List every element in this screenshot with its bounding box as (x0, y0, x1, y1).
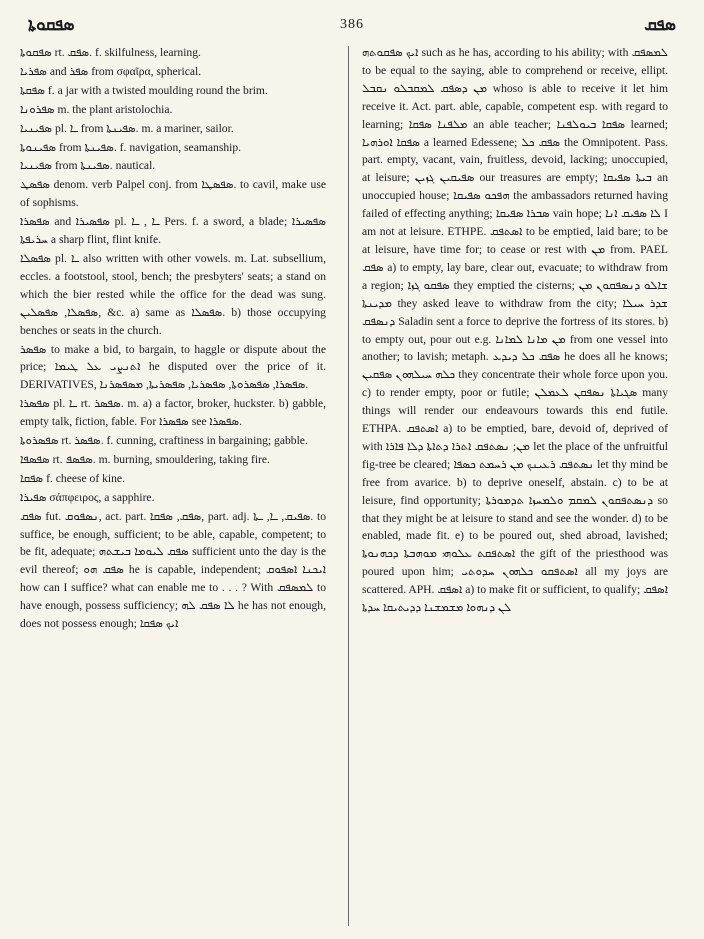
running-head-left: ܣܦܩܘܬܐ (28, 15, 75, 34)
right-column (362, 44, 668, 618)
dictionary-entry: ܣܦܝܢܝܐ from ܣܦܝܢܬܐ. nautical. (20, 159, 156, 173)
dictionary-entry: ܣܦܣܦܐ rt. ܣܦܣܦ. m. burning, smouldering, taking fire. (20, 452, 270, 466)
dictionary-entry: ܣܦܣܪܐ and ܣܦܣܝܪܐ pl. ـܐ , ـܐ Pers. f. a sword, a blade; ܣܦܣܝܪܐ ܚܪܝܦܬܐ a sharp flint, flint knife. (20, 215, 326, 247)
dictionary-entry: ܣܦܣܛ denom. verb Palpel conj. from ܣܦܣܛܐ. to cavil, make use of sophisms. (20, 178, 326, 210)
dictionary-entry: ܣܦܝܢܝܐ pl. ـܐ from ܣܦܝܢܬܐ. m. a mariner, sailor. (20, 121, 234, 135)
dictionary-entry: ܣܦܣܪ to make a bid, to bargain, to haggle or dispute about the price; ܐܬܢܨܝ ܥܠ ܛܝܡܐ he disputed over the price of it. DERIVATIVES, ܣܦܣܪܐ, ܣܦܣܪܘܬܐ, ܣܦܣܪܝܐ, ܣܦܣܪܝܬܐ, ܡܣܦܣܪܢܐ. (20, 342, 326, 392)
left-column (20, 44, 326, 634)
running-head-right: ܣܦܩ (644, 15, 676, 34)
page-number: 386 (340, 17, 364, 32)
dictionary-entry: ܣܦܪܝܐ and ܣܦܪ from σφαῖρα, spherical. (20, 64, 202, 78)
dictionary-entry: ܣܦܪܘܢܐ m. the plant aristolochia. (20, 102, 173, 116)
dictionary-entry: ܣܦܩܘܬܐ rt. ܣܦܩ. f. skilfulness, learning. (20, 46, 201, 59)
dictionary-entry: ܣܦܝܪܐ σάπφειρος, a sapphire. (20, 490, 155, 504)
dictionary-entry-continued: ܐܝܟ ܣܦܩܘܬܗ such as he has, according to his ability; with ܠܡܣܦܩ to be equal to the saying, able to comprehend or receive, ellipt. ܡܢ ܕܣܦܩ ܠܡܩܒܠܘ ܢܩܒܠ whoso is able to receive it let him receive it. Act. part. able, capable, competent esp. with regard to learning; ܡܠܦܢܐ ܣܦܩܐ an able teacher; ܣܦܩܐ ܒܝܘܠܦܢܐ learned; ܣܦܩܐ ܐܘܪܗܝܐ a learned Edessene; ܣܦܩ ܟܠ the Omnipotent. Pass. part. empty, vacant, vain, fruitless, devoid, lacking; unoccupied, at leisure; ܣܦܝܩܝܢ ܓܙܝܢ our treasures are empty; ܒܝܬܐ ܣܦܝܩܐ an unoccupied house; ܗܦܟܘ ܣܦܝܩܐ the ambassadors returned having failed of effecting anything; ܣܒܪܐ ܣܦܝܩܐ vain hope; ܠܐ ܣܦܝܩ ܐܢܐ I am not at leisure. ETHPE. ܐܣܬܦܩ to be emptied, laid bare; to be at leisure, have time for; to cease or rest with ܡܢ from. PAEL ܣܦܩ a) to empty, lay bare, clear out, evacuate; to withdraw from a region; ܣܦܩܘ ܓܙܐ they emptied the cisterns; ܫܐܠܘ ܕܢܣܦܩܘܢ ܡܢ ܡܕܝܢܬܐ they asked leave to withdraw from the city; ܫܕܪ ܚܝܠܐ ܕܢܣܦܩ Saladin sent a force to deprive the fortress of its stores. b) to empty out, pour out e.g. ܡܢ ܡܐܢܐ ܠܡܐܢܐ from one vessel into another; to lavish; metaph. ܣܦܩ ܟܠ ܕܝܕܥ he does all he knows; ܟܠܗ ܚܝܠܗܘܢ ܣܦܩܝܢ they concentrate their whole force upon you. c) to render empty, poor or futile; ܣܓܝܐܬܐ ܢܣܦܩܢ ܠܥܡܠܢ many things will render our endeavours towards this end futile. ETHPA. ܐܣܬܦܩ a) to be emptied, bare, devoid of, deprived of with ܡܢ; ܢܣܬܦܩ ܐܬܪܐ ܕܬܐܬܐ ܕܠܐ ܦܐܪܐ let the place of the unfruitful fig-tree be cleared; ܢܣܬܦܩ ܪܥܝܢܟ ܡܢ ܪܚܡܬ ܟܣܦܐ let thy mind be free from avarice. b) to deprive oneself, abstain. c) to be at leisure, find opportunity; ܕܢܣܬܦܩܘܢ ܠܡܩܡ ܘܠܡܚܙܐ ܬܕܡܘܪܬܐ so that they might be at leisure to stand and see the wonder. d) to be enabled, made fit. e) to be poured out, shed abroad, lavished; ܐܣܬܦܩܬ ܥܠܘܗܝ ܡܘܗܒܬܐ ܕܟܗܢܘܬܐ the gift of the priesthood was poured upon him; ܐܣܬܦܩܘ ܟܠܗܘܢ ܚܕܘܬܝ all my joys are scattered. APH. ܐܣܦܩ a) to make fit or sufficient, to qualify; ܐܣܦܩ ܠܢ ܕܢܗܘܐ ܡܫܡܫܢܐ ܕܕܝܬܝܩܐ ܚܕܬܐ (362, 46, 669, 615)
dictionary-entry: ܣܦܣܪܘܬܐ rt. ܣܦܣܪ. f. cunning, craftiness in bargaining; gabble. (20, 434, 308, 448)
page-header (28, 12, 676, 38)
dictionary-entry: ܣܦܣܠܐ pl. ـܐ also written with other vowels. m. Lat. subsellium, eccles. a footstool, stool, bench; the presbyters' seats; a stand on which the bier rested while the office for the dead was sung. ܣܦܣܠܐ, ܣܦܣܠܝܢ, &c. a) same as ܣܦܣܠܐ. b) those occupying benches or seats in the church. (20, 251, 326, 337)
dictionary-entry: ܣܦܩܬܐ f. a jar with a twisted moulding round the brim. (20, 83, 268, 97)
dictionary-entry: ܣܦܩܐ f. cheese of kine. (20, 471, 125, 485)
dictionary-entry: ܣܦܣܪܐ pl. ـܐ rt. ܣܦܣܪ. m. a) a factor, broker, huckster. b) gabble, empty talk, fiction, fable. For ܣܦܣܪܐ see ܣܦܣܪܐ. (20, 397, 327, 429)
column-divider (348, 46, 349, 926)
dictionary-entry: ܣܦܩ fut. ܢܣܦܘܩ, act. part. ܣܦܩ, ܣܦܩܐ, part. adj. ܣܦܝܩ, ـܐ, ـܬܐ. to suffice, be enough, sufficient; to be able, capable, competent; to be fit, adequate; ܣܦܩ ܠܝܘܡܐ ܒܝܫܬܗ sufficient unto the day is the evil thereof; ܣܦܩ ܗܘ he is capable, independent; ܐܝܟܢܐ ܐܣܦܘܩ how can I suffice? what can enable me to . . . ? With ܠܡܣܦܩ to have enough, possess sufficiency; ܠܐ ܣܦܩ ܠܗ he has not enough, does not possess enough; ܐܝܟ ܣܦܩܐ (20, 509, 326, 631)
dictionary-entry: ܣܦܝܢܘܬܐ from ܣܦܝܢܬܐ. f. navigation, seamanship. (20, 140, 242, 154)
